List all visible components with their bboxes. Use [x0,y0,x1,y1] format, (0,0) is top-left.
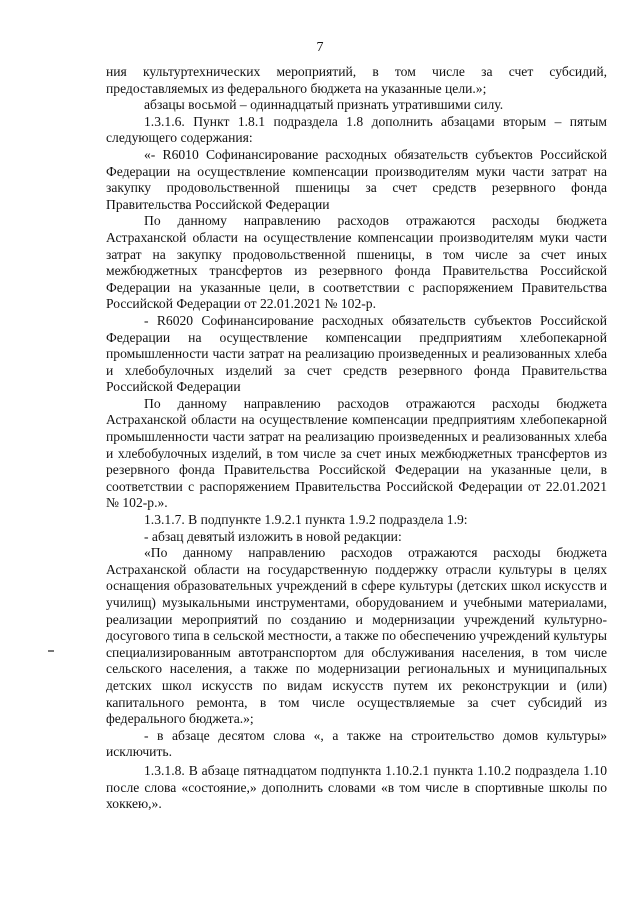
paragraph-r6020-description: По данному направлению расходов отражаются расходы бюджета Астраханской области на осуществление компенсации предприятиям хлебопекарной промышленности части затрат на реализацию произведенных и реализованных хлеба и хлебобулочных изделий, в том числе за счет иных межбюджетных трансфертов из резервного фонда Правительства Российской Федерации на указанные цели, в соответствии с распоряжением Правительства Российской Федерации от 22.01.2021 № 102-р.». [106,395,607,511]
paragraph-item-1-3-1-6: 1.3.1.6. Пункт 1.8.1 подраздела 1.8 дополнить абзацами вторым – пятым следующего содержания: [106,113,607,146]
paragraph-abzacy-invalid: абзацы восьмой – одиннадцатый признать утратившими силу. [144,97,504,113]
paragraph-r6010-title: «- R6010 Софинансирование расходных обязательств субъектов Российской Федерации на осуществление компенсации производителям муки части затрат на закупку продовольственной пшеницы за счет средств резервного фонда Правительства Российской Федерации [106,146,607,212]
paragraph-culture-description: «По данному направлению расходов отражаются расходы бюджета Астраханской области на государственную поддержку отрасли культуры в целях оснащения образовательных учреждений в сфере культуры (детских школ искусств и училищ) музыкальными инструментами, оборудованием и учебными материалами, реализации мероприятий по созданию и модернизации учреждений культурно-досугового типа в сельской местности, а также по обеспечению учреждений культуры специализированным автотранспортом для обслуживания населения, в том числе сельского населения, а также по модернизации региональных и муниципальных детских школ искусств по видам искусств путем их реконструкции и (или) капитального ремонта, в том числе осуществляемые за счет субсидий из федерального бюджета.»; [106,545,607,727]
page-number: 7 [316,40,324,55]
paragraph-continuation: ния культуртехнических мероприятий, в том числе за счет субсидий, предоставляемых из федерального бюджета на указанные цели.»; [106,64,607,96]
paragraph-r6010-description: По данному направлению расходов отражаются расходы бюджета Астраханской области на осуществление компенсации производителям муки части затрат на закупку продовольственной пшеницы, в том числе за счет иных межбюджетных трансфертов из резервного фонда Правительства Российской Федерации на указанные цели, в соответствии с распоряжением Правительства Российской Федерации от 22.01.2021 № 102-р. [106,213,607,312]
paragraph-item-1-3-1-8: 1.3.1.8. В абзаце пятнадцатом подпункта 1.10.2.1 пункта 1.10.2 подраздела 1.10 после слова «состояние,» дополнить словами «в том числе в спортивные школы по хоккею,». [106,762,607,812]
paragraph-r6020-title: - R6020 Софинансирование расходных обязательств субъектов Российской Федерации на осуществление компенсации предприятиям хлебопекарной промышленности части затрат на реализацию произведенных и реализованных хлеба и хлебобулочных изделий за счет средств резервного фонда Правительства Российской Федерации [106,312,607,395]
margin-mark [48,650,54,652]
paragraph-abzac-ninth: - абзац девятый изложить в новой редакции: [144,528,402,544]
paragraph-item-1-3-1-7: 1.3.1.7. В подпункте 1.9.2.1 пункта 1.9.2 подраздела 1.9: [144,512,468,528]
document-body [106,64,607,813]
paragraph-abzac-tenth: - в абзаце десятом слова «, а также на строительство домов культуры» исключить. [106,727,607,760]
